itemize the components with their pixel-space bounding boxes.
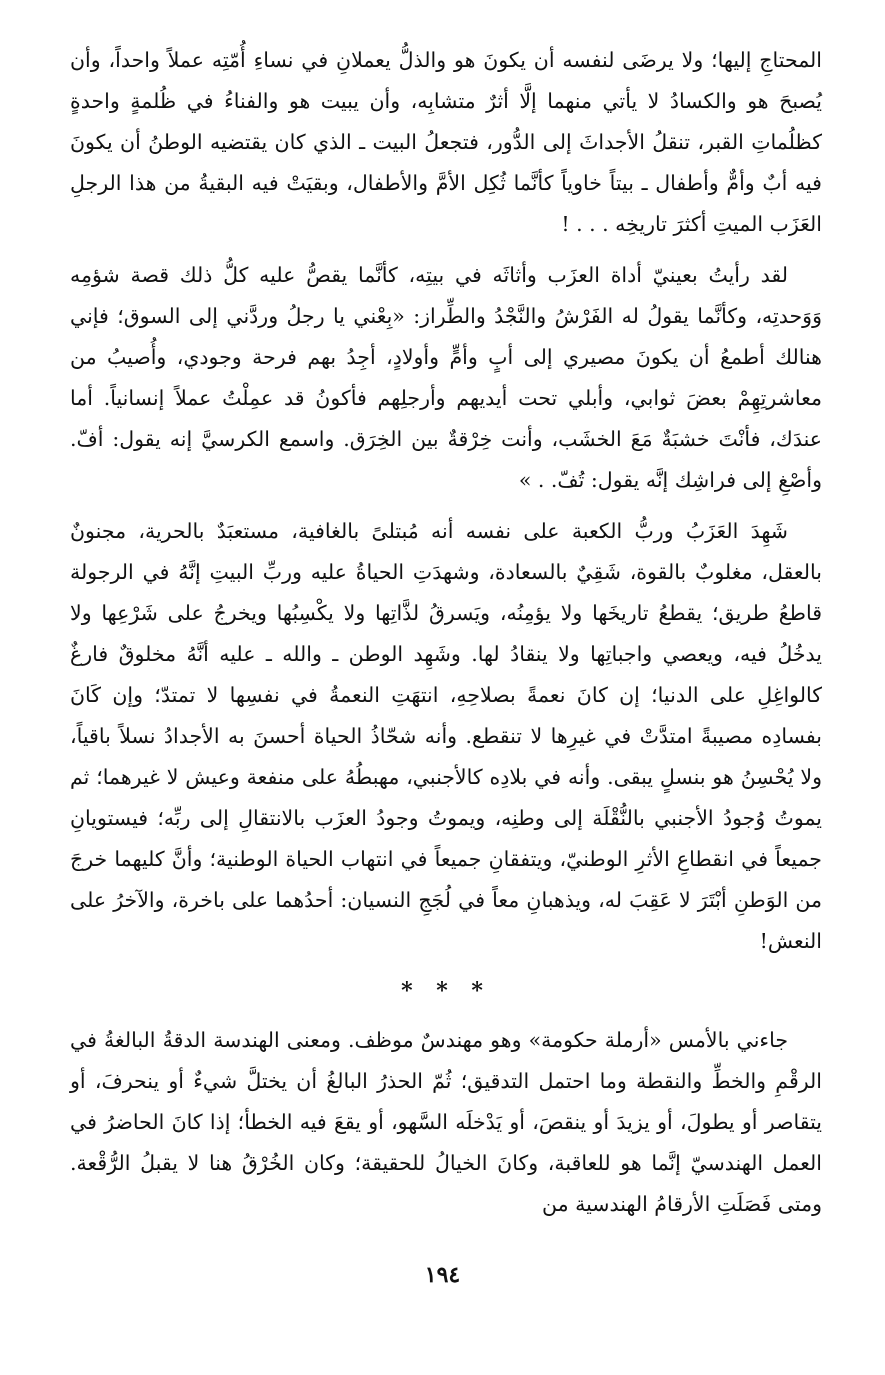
page-number: ١٩٤ xyxy=(424,1262,461,1288)
section-separator: * * * xyxy=(401,978,491,1004)
paragraph-furniture: لقد رأيتُ بعينيّ أداة العزَب وأثاثَه في بيتِه، كأنَّما يقصُّ عليه كلُّ ذلك قصة شؤمِه وَوَحدتِه، وكأنَّما يقولُ له الفَرْشُ والنَّجْدُ والطِّراز: «بِعْني يا رجلُ وردَّني إلى السوق؛ فإني هنالك أطمعُ أن يكونَ مصيري إلى أبٍ وأمٍّ وأولادٍ، أجِدُ بهم فرحة وجودي، وأُصيبُ من معاشرتِهِمْ بعضَ ثوابي، وأبلي تحت أيديهم وأرجلِهم فأكونُ قد عمِلْتُ عملاً إنسانياً. أما عندَك، فأنْتَ خشبَةٌ مَعَ الخشَب، وأنت خِرْقةٌ بين الخِرَق. واسمع الكرسيَّ إنه يقول: أفّ. وأصْغِ إلى فراشِك إنَّه يقول: تُفّ. . » xyxy=(70,263,822,492)
paragraph-continuation: المحتاجِ إليها؛ ولا يرضَى لنفسه أن يكونَ هو والذلُّ يعملانِ في نساءِ أُمّتِه عملاً واحداً، وأن يُصبحَ هو والكسادُ لا يأتي منهما إلَّا أثرٌ متشابِه، وأن يبيت هو والفناءُ في ظُلمةٍ واحدةٍ كظلُماتِ القبر، تنقلُ الأجداثَ إلى الدُّور، فتجعلُ البيت ـ الذي كان يقتضيه الوطنُ أن يكونَ فيه أبٌ وأمٌّ وأطفال ـ بيتاً خاوياً كأنَّما ثُكِل الأمَّ والأطفال، وبقيَتْ فيه البقيةُ من هذا الرجلِ العَزَب الميتِ أكثرَ تاريخِه . . . ! xyxy=(70,48,822,236)
book-page xyxy=(70,40,822,1340)
paragraph-testimony: شَهِدَ العَزَبُ وربُّ الكعبة على نفسه أنه مُبتلىً بالغافية، مستعبَدٌ بالحرية، مجنونٌ بالعقل، مغلوبٌ بالقوة، شَقِيٌ بالسعادة، وشهدَتِ الحياةُ عليه وربِّ البيتِ إنَّهُ في الرجولة قاطعُ طريق؛ يقطعُ تاريخَها ولا يؤمِنُه، ويَسرقُ لذَّاتِها ولا يكْسِبُها ويخرجُ على شَرْعِها ولا يدخُلُ فيه، ويعصي واجباتِها ولا ينقادُ لها. وشَهِد الوطن ـ والله ـ عليه أنَّهُ مخلوقٌ فارغٌ كالواغِلِ على الدنيا؛ إن كانَ نعمةً بصلاحِهِ، انتهَتِ النعمةُ في نفسِها لا تمتدّ؛ وإن كَانَ بفسادِه مصيبةً امتدَّتْ في غيرِها لا تنقطع. وأنه شحّاذُ الحياة أحسنَ به الأجدادُ نسلاً باقياً، ولا يُحْسِنُ هو بنسلٍ يبقى. وأنه في بلادِه كالأجنبي، مهبطُهُ على منفعة وعيش لا غيرهما؛ ثم يموتُ وُجودُ الأجنبي بالنُّقْلَة إلى وطنِه، ويموتُ وجودُ العزَب بالانتقالِ إلى ربِّه؛ فيستويانِ جميعاً في انقطاعِ الأثرِ الوطنيّ، ويتفقانِ جميعاً في انتهاب الحياة الوطنية؛ وأنَّ كليهما خرجَ من الوَطنِ أبْتَرَ لا عَقِبَ له، ويذهبانِ معاً في لُجَجِ النسيان: أحدُهما على باخرة، والآخرُ على النعش! xyxy=(70,519,822,953)
paragraph-engineer: جاءني بالأمس «أرملة حكومة» وهو مهندسٌ موظف. ومعنى الهندسة الدقةُ البالغةُ في الرقْمِ والخطِّ والنقطة وما احتمل التدقيق؛ ثُمّ الحذرُ البالغُ أن يختلَّ شيءٌ أو ينحرفَ، أو يتقاصر أو يطولَ، أو يزيدَ أو ينقصَ، أو يَدْخلَه السَّهو، أو يقعَ فيه الخطأ؛ إذا كانَ الحاضرُ في العمل الهندسيّ إنَّما هو للعاقبة، وكانَ الخيالُ للحقيقة؛ وكان الخُرْقُ هنا لا يقبلُ الرُّقْعة. ومتى فَصَلَتِ الأرقامُ الهندسية من xyxy=(70,1028,822,1216)
